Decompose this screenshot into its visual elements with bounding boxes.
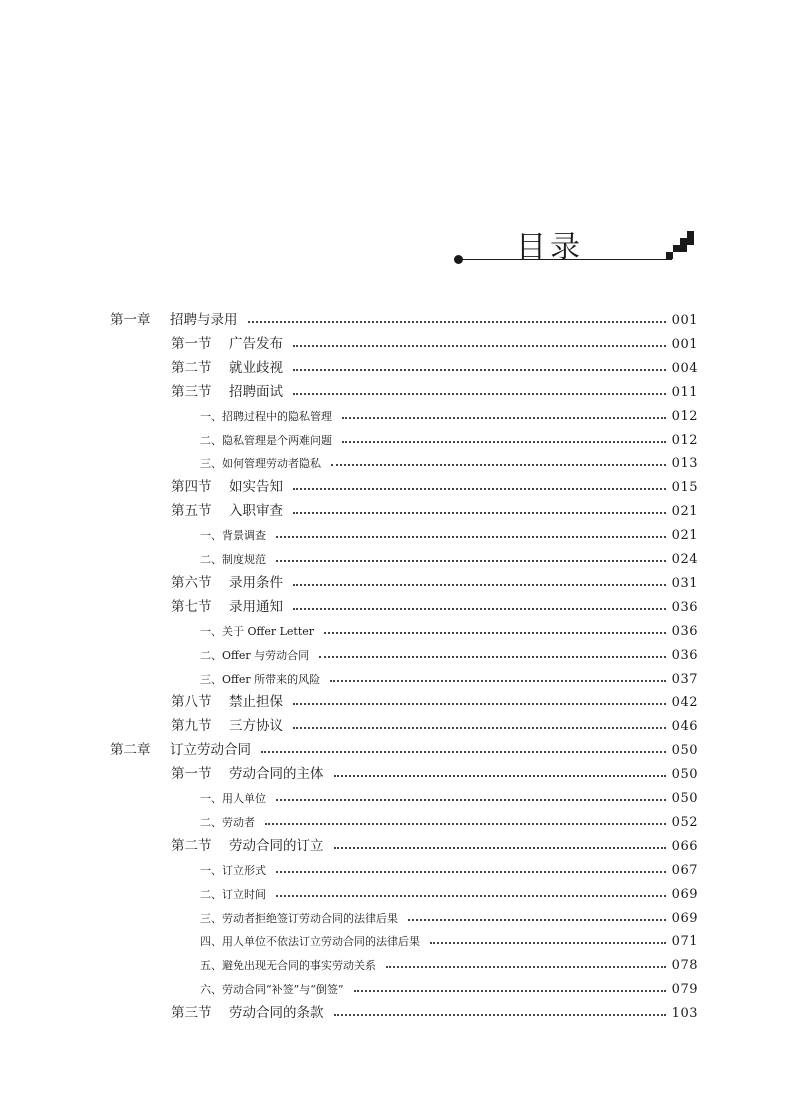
toc-entry-label: [200, 671, 320, 687]
toc-entry-number: 第七节: [171, 598, 212, 615]
dot-leader: [293, 512, 666, 514]
toc-subsection-entry[interactable]: [200, 424, 698, 448]
toc-page-number: 103: [671, 1006, 698, 1022]
toc-page-number: 079: [671, 982, 698, 998]
toc-entry-title: 广告发布: [229, 335, 283, 352]
toc-subsection-entry[interactable]: [200, 639, 698, 663]
toc-entry-number: 第二章: [110, 742, 151, 759]
toc-page-number: 052: [671, 814, 698, 830]
toc-entry-label: [200, 647, 309, 663]
toc-entry-title: 劳动合同的主体: [229, 766, 324, 783]
toc-subsection-entry[interactable]: [200, 806, 698, 830]
toc-section-entry[interactable]: [171, 328, 698, 352]
dot-leader: [324, 632, 666, 634]
toc-page-number: 046: [671, 719, 698, 735]
toc-page-number: 036: [671, 623, 698, 639]
dot-leader: [293, 369, 666, 371]
toc-entry-label: [200, 790, 266, 806]
dot-leader: [293, 488, 666, 490]
toc-entry-title: 四、用人单位不依法订立劳动合同的法律后果: [200, 935, 420, 949]
toc-page-number: 067: [671, 862, 698, 878]
toc-entry-number: 第一节: [171, 335, 212, 352]
toc-entry-label: [171, 380, 283, 400]
dot-leader: [334, 1014, 666, 1016]
dot-leader: [276, 799, 666, 801]
toc-entry-title: 二、劳动者: [200, 815, 255, 829]
dot-leader: [276, 871, 666, 873]
toc-subsection-entry[interactable]: [200, 543, 698, 567]
toc-page-number: 069: [671, 886, 698, 902]
toc-page-number: 042: [671, 695, 698, 711]
toc-entry-label: [171, 499, 283, 519]
toc-entry-title: 三、劳动者拒绝签订劳动合同的法律后果: [200, 911, 398, 925]
toc-entry-title: 劳动合同的订立: [229, 837, 324, 854]
toc-page-number: 012: [671, 408, 698, 424]
toc-page-number: 036: [671, 647, 698, 663]
toc-entry-label: [200, 623, 314, 639]
toc-entry-title: 一、用人单位: [200, 792, 266, 805]
toc-entry-label: [171, 714, 283, 734]
toc-entry-number: 第八节: [171, 694, 212, 711]
toc-entry-number: 第二节: [171, 837, 212, 854]
toc-entry-title: 五、避免出现无合同的事实劳动关系: [200, 959, 376, 973]
toc-page-number: 001: [671, 313, 698, 328]
toc-entry-title: 一、背景调查: [200, 529, 266, 543]
toc-page-number: 078: [671, 958, 698, 974]
toc-entry-title: 一、关于 Offer Letter: [200, 624, 315, 638]
toc-entry-title: 二、订立时间: [200, 887, 266, 901]
toc-entry-number: 第九节: [171, 718, 212, 735]
dot-leader: [354, 990, 666, 992]
toc-entry-label: [200, 910, 398, 926]
toc-entry-title: 三、如何管理劳动者隐私: [200, 457, 321, 471]
dot-leader: [293, 727, 666, 729]
toc-entry-label: [200, 981, 344, 997]
toc-page-number: 031: [671, 575, 698, 591]
dot-leader: [330, 680, 666, 682]
toc-entry-title: 招聘与录用: [170, 312, 238, 328]
toc-subsection-entry[interactable]: [200, 925, 698, 949]
dot-leader: [276, 895, 666, 897]
toc-subsection-entry[interactable]: [200, 615, 698, 639]
toc-section-entry[interactable]: [171, 567, 698, 591]
toc-section-entry[interactable]: [171, 376, 698, 400]
dot-leader: [408, 919, 666, 921]
toc-page-number: 001: [671, 336, 698, 352]
toc-chapter-entry[interactable]: [110, 304, 698, 328]
toc-entry-label: [200, 933, 420, 949]
toc-entry-label: [110, 308, 238, 328]
toc-header: [0, 0, 800, 280]
toc-entry-label: [171, 1001, 324, 1021]
toc-section-entry[interactable]: [171, 495, 698, 519]
toc-entry-number: 第六节: [171, 574, 212, 591]
toc-entry-number: 第四节: [171, 479, 212, 496]
toc-entry-label: [171, 762, 324, 782]
toc-page-number: 015: [671, 480, 698, 496]
toc-page-number: 021: [671, 528, 698, 544]
toc-page-number: 069: [671, 910, 698, 926]
toc-page-number: 037: [671, 671, 698, 687]
toc-entry-number: 第三节: [171, 1005, 212, 1022]
dot-leader: [334, 847, 666, 849]
toc-entry-label: [200, 432, 332, 448]
toc-subsection-entry[interactable]: [200, 447, 698, 471]
toc-entry-title: 三方协议: [229, 718, 283, 735]
toc-entry-label: [171, 595, 283, 615]
toc-entry-label: [171, 571, 283, 591]
toc-entry-title: 六、劳动合同“补签”与“倒签”: [200, 983, 344, 997]
dot-leader: [248, 321, 666, 323]
dot-leader: [293, 345, 666, 347]
toc-entry-title: 二、制度规范: [200, 553, 266, 566]
toc-page-number: 021: [671, 504, 698, 520]
toc-section-entry[interactable]: [171, 758, 698, 782]
toc-entry-title: 招聘面试: [229, 383, 283, 400]
toc-entry-label: [110, 738, 251, 758]
toc-page-number: 024: [671, 552, 698, 567]
toc-subsection-entry[interactable]: [200, 949, 698, 973]
toc-entry-label: [200, 862, 266, 878]
toc-subsection-entry[interactable]: [200, 519, 698, 543]
toc-entry-label: [200, 814, 255, 830]
toc-page-number: 066: [671, 838, 698, 854]
dot-leader: [342, 417, 666, 419]
toc-section-entry[interactable]: [171, 686, 698, 710]
toc-page-number: 071: [671, 934, 698, 950]
toc-subsection-entry[interactable]: [200, 902, 698, 926]
toc-entry-title: 如实告知: [229, 479, 283, 496]
toc-page-number: 004: [671, 360, 698, 376]
toc-entry-title: 就业歧视: [229, 359, 283, 376]
toc-section-entry[interactable]: [171, 591, 698, 615]
toc-entry-title: 劳动合同的条款: [229, 1005, 324, 1022]
toc-entry-title: 订立劳动合同: [170, 742, 251, 759]
toc-entry-label: [171, 475, 283, 495]
dot-leader: [265, 823, 666, 825]
toc-section-entry[interactable]: [171, 352, 698, 376]
toc-entry-label: [200, 957, 376, 973]
toc-chapter-entry[interactable]: [110, 734, 698, 758]
toc-entry-number: 第一章: [110, 312, 151, 328]
toc-entry-label: [171, 332, 283, 352]
dot-leader: [342, 441, 666, 443]
toc-page-number: 011: [671, 384, 698, 400]
toc-entry-number: 第三节: [171, 383, 212, 400]
dot-leader: [331, 464, 666, 466]
dot-leader: [293, 393, 666, 395]
dot-leader: [319, 656, 666, 658]
toc-subsection-entry[interactable]: [200, 663, 698, 687]
dot-leader: [293, 608, 666, 610]
title-rule: [458, 259, 672, 260]
toc-entry-number: 第二节: [171, 359, 212, 376]
toc-entry-label: [200, 455, 321, 471]
dot-leader: [430, 942, 666, 944]
toc-page-number: 050: [671, 791, 698, 806]
toc-entry-title: 一、订立形式: [200, 863, 266, 877]
toc-subsection-entry[interactable]: [200, 400, 698, 424]
toc-entry-label: [171, 690, 283, 710]
toc-subsection-entry[interactable]: [200, 782, 698, 806]
toc-page-number: 050: [671, 767, 698, 783]
toc-entry-label: [171, 834, 324, 854]
toc-page-number: 050: [671, 743, 698, 759]
toc-entry-title: 入职审查: [229, 503, 283, 520]
toc-entry-label: [200, 527, 266, 543]
toc-entry-label: [171, 356, 283, 376]
toc-entry-title: 禁止担保: [229, 694, 283, 711]
toc-entry-label: [200, 551, 266, 567]
toc-entry-title: 一、招聘过程中的隐私管理: [200, 409, 332, 423]
dot-leader: [293, 584, 666, 586]
toc-entry-title: 二、Offer 与劳动合同: [200, 648, 310, 662]
toc-entry-label: [200, 408, 332, 424]
dot-leader: [261, 751, 666, 753]
toc-page-number: 013: [671, 456, 698, 472]
toc-section-entry[interactable]: [171, 710, 698, 734]
dot-leader: [276, 560, 666, 562]
toc-subsection-entry[interactable]: [200, 973, 698, 997]
dot-leader: [334, 775, 666, 777]
toc-section-entry[interactable]: [171, 471, 698, 495]
toc-entry-number: 第一节: [171, 766, 212, 783]
toc-page-number: 036: [671, 599, 698, 615]
toc-entry-title: 录用条件: [229, 574, 283, 591]
toc-section-entry[interactable]: [171, 997, 698, 1021]
dot-leader: [276, 536, 666, 538]
toc-section-entry[interactable]: [171, 830, 698, 854]
toc-entry-label: [200, 886, 266, 902]
page-title: 目录: [516, 230, 584, 265]
toc-entry-title: 二、隐私管理是个两难问题: [200, 433, 332, 447]
dot-leader: [386, 966, 666, 968]
toc-subsection-entry[interactable]: [200, 854, 698, 878]
toc-entry-number: 第五节: [171, 503, 212, 520]
dot-leader: [293, 703, 666, 705]
toc-entry-title: 三、Offer 所带来的风险: [200, 672, 321, 686]
toc-subsection-entry[interactable]: [200, 878, 698, 902]
toc-page-number: 012: [671, 432, 698, 448]
toc-entry-title: 录用通知: [229, 598, 283, 615]
